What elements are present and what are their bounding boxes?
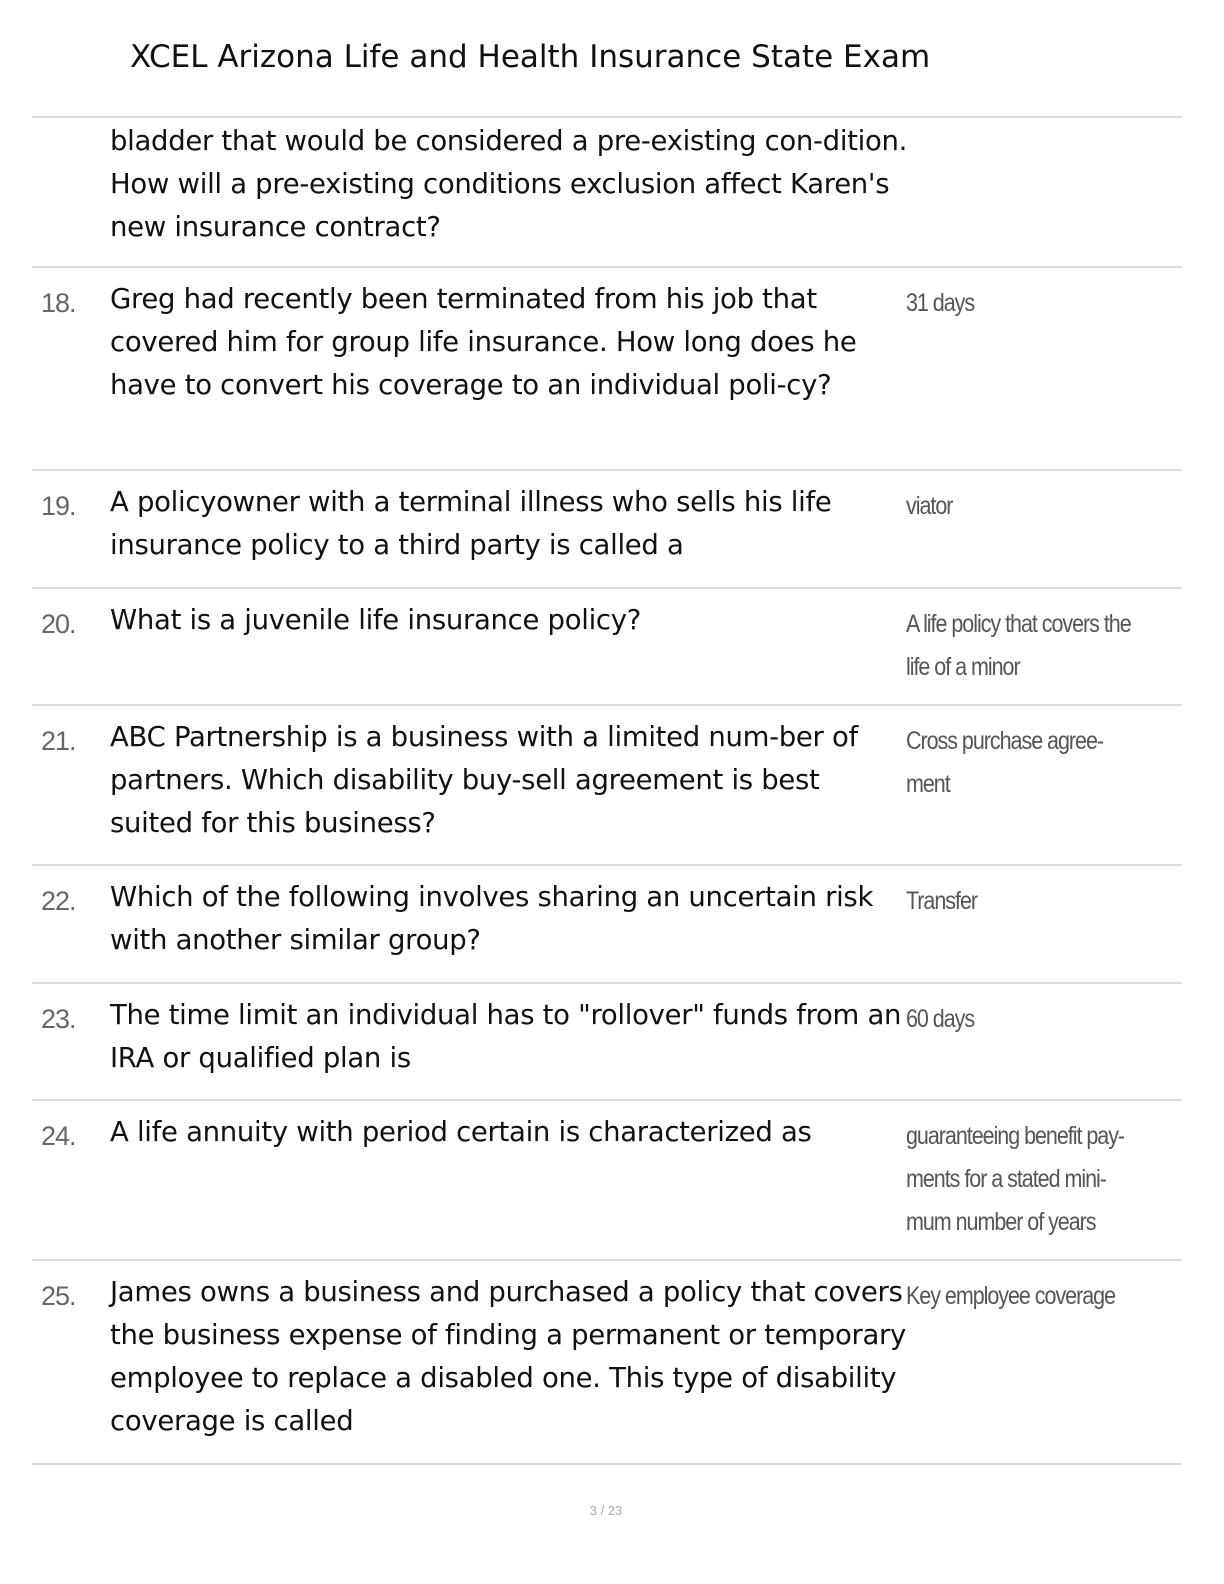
question-text: Which of the following involves sharing an uncertain risk with another similar group?	[110, 881, 874, 956]
answer-text: A life policy that covers the life of a minor	[906, 610, 1131, 681]
question-text: What is a juvenile life insurance policy?	[110, 604, 642, 636]
question-text: bladder that would be considered a pre-existing con-dition. How will a pre-existing conditions exclusion affect Karen's new insurance contract?	[110, 125, 908, 243]
row-number: 24.	[41, 1121, 76, 1151]
row-number: 18.	[41, 288, 76, 318]
table-row	[32, 1261, 1182, 1465]
answer-text: 31 days	[906, 289, 975, 317]
table-row	[32, 1101, 1182, 1261]
answer-text: Transfer	[906, 887, 978, 915]
answer-text: 60 days	[906, 1005, 975, 1033]
row-number: 20.	[41, 609, 76, 639]
table-row	[32, 706, 1182, 866]
table-row	[32, 268, 1182, 471]
row-number: 22.	[41, 886, 76, 916]
table-row	[32, 984, 1182, 1101]
page-number: 3 / 23	[589, 1503, 623, 1518]
table-row	[32, 471, 1182, 589]
question-text: James owns a business and purchased a policy that covers the business expense of finding a permanent or temporary employee to replace a disabled one. This type of disability coverage is called	[110, 1276, 907, 1437]
question-text: A policyowner with a terminal illness who sells his life insurance policy to a third party is called a	[110, 486, 832, 561]
table-row	[32, 589, 1182, 706]
question-text: ABC Partnership is a business with a limited num-ber of partners. Which disability buy-sell agreement is best suited for this business?	[110, 721, 858, 839]
answer-text: Key employee coverage	[906, 1282, 1115, 1310]
answer-text: guaranteeing benefit pay-ments for a stated mini-mum number of years	[906, 1122, 1125, 1236]
answer-text: Cross purchase agree-ment	[906, 727, 1104, 798]
table-row	[32, 118, 1182, 268]
answer-text: viator	[906, 492, 953, 520]
row-number: 23.	[41, 1004, 76, 1034]
table-row	[32, 866, 1182, 984]
row-number: 25.	[41, 1281, 76, 1311]
row-number: 19.	[41, 491, 76, 521]
flashcard-table	[32, 116, 1182, 1465]
question-text: Greg had recently been terminated from his job that covered him for group life insurance. How long does he have to convert his coverage to an individual poli-cy?	[110, 283, 857, 401]
document-title: XCEL Arizona Life and Health Insurance State Exam	[130, 39, 931, 75]
row-number: 21.	[41, 726, 76, 756]
question-text: The time limit an individual has to "rollover" funds from an IRA or qualified plan is	[110, 999, 902, 1074]
question-text: A life annuity with period certain is characterized as	[110, 1116, 812, 1148]
